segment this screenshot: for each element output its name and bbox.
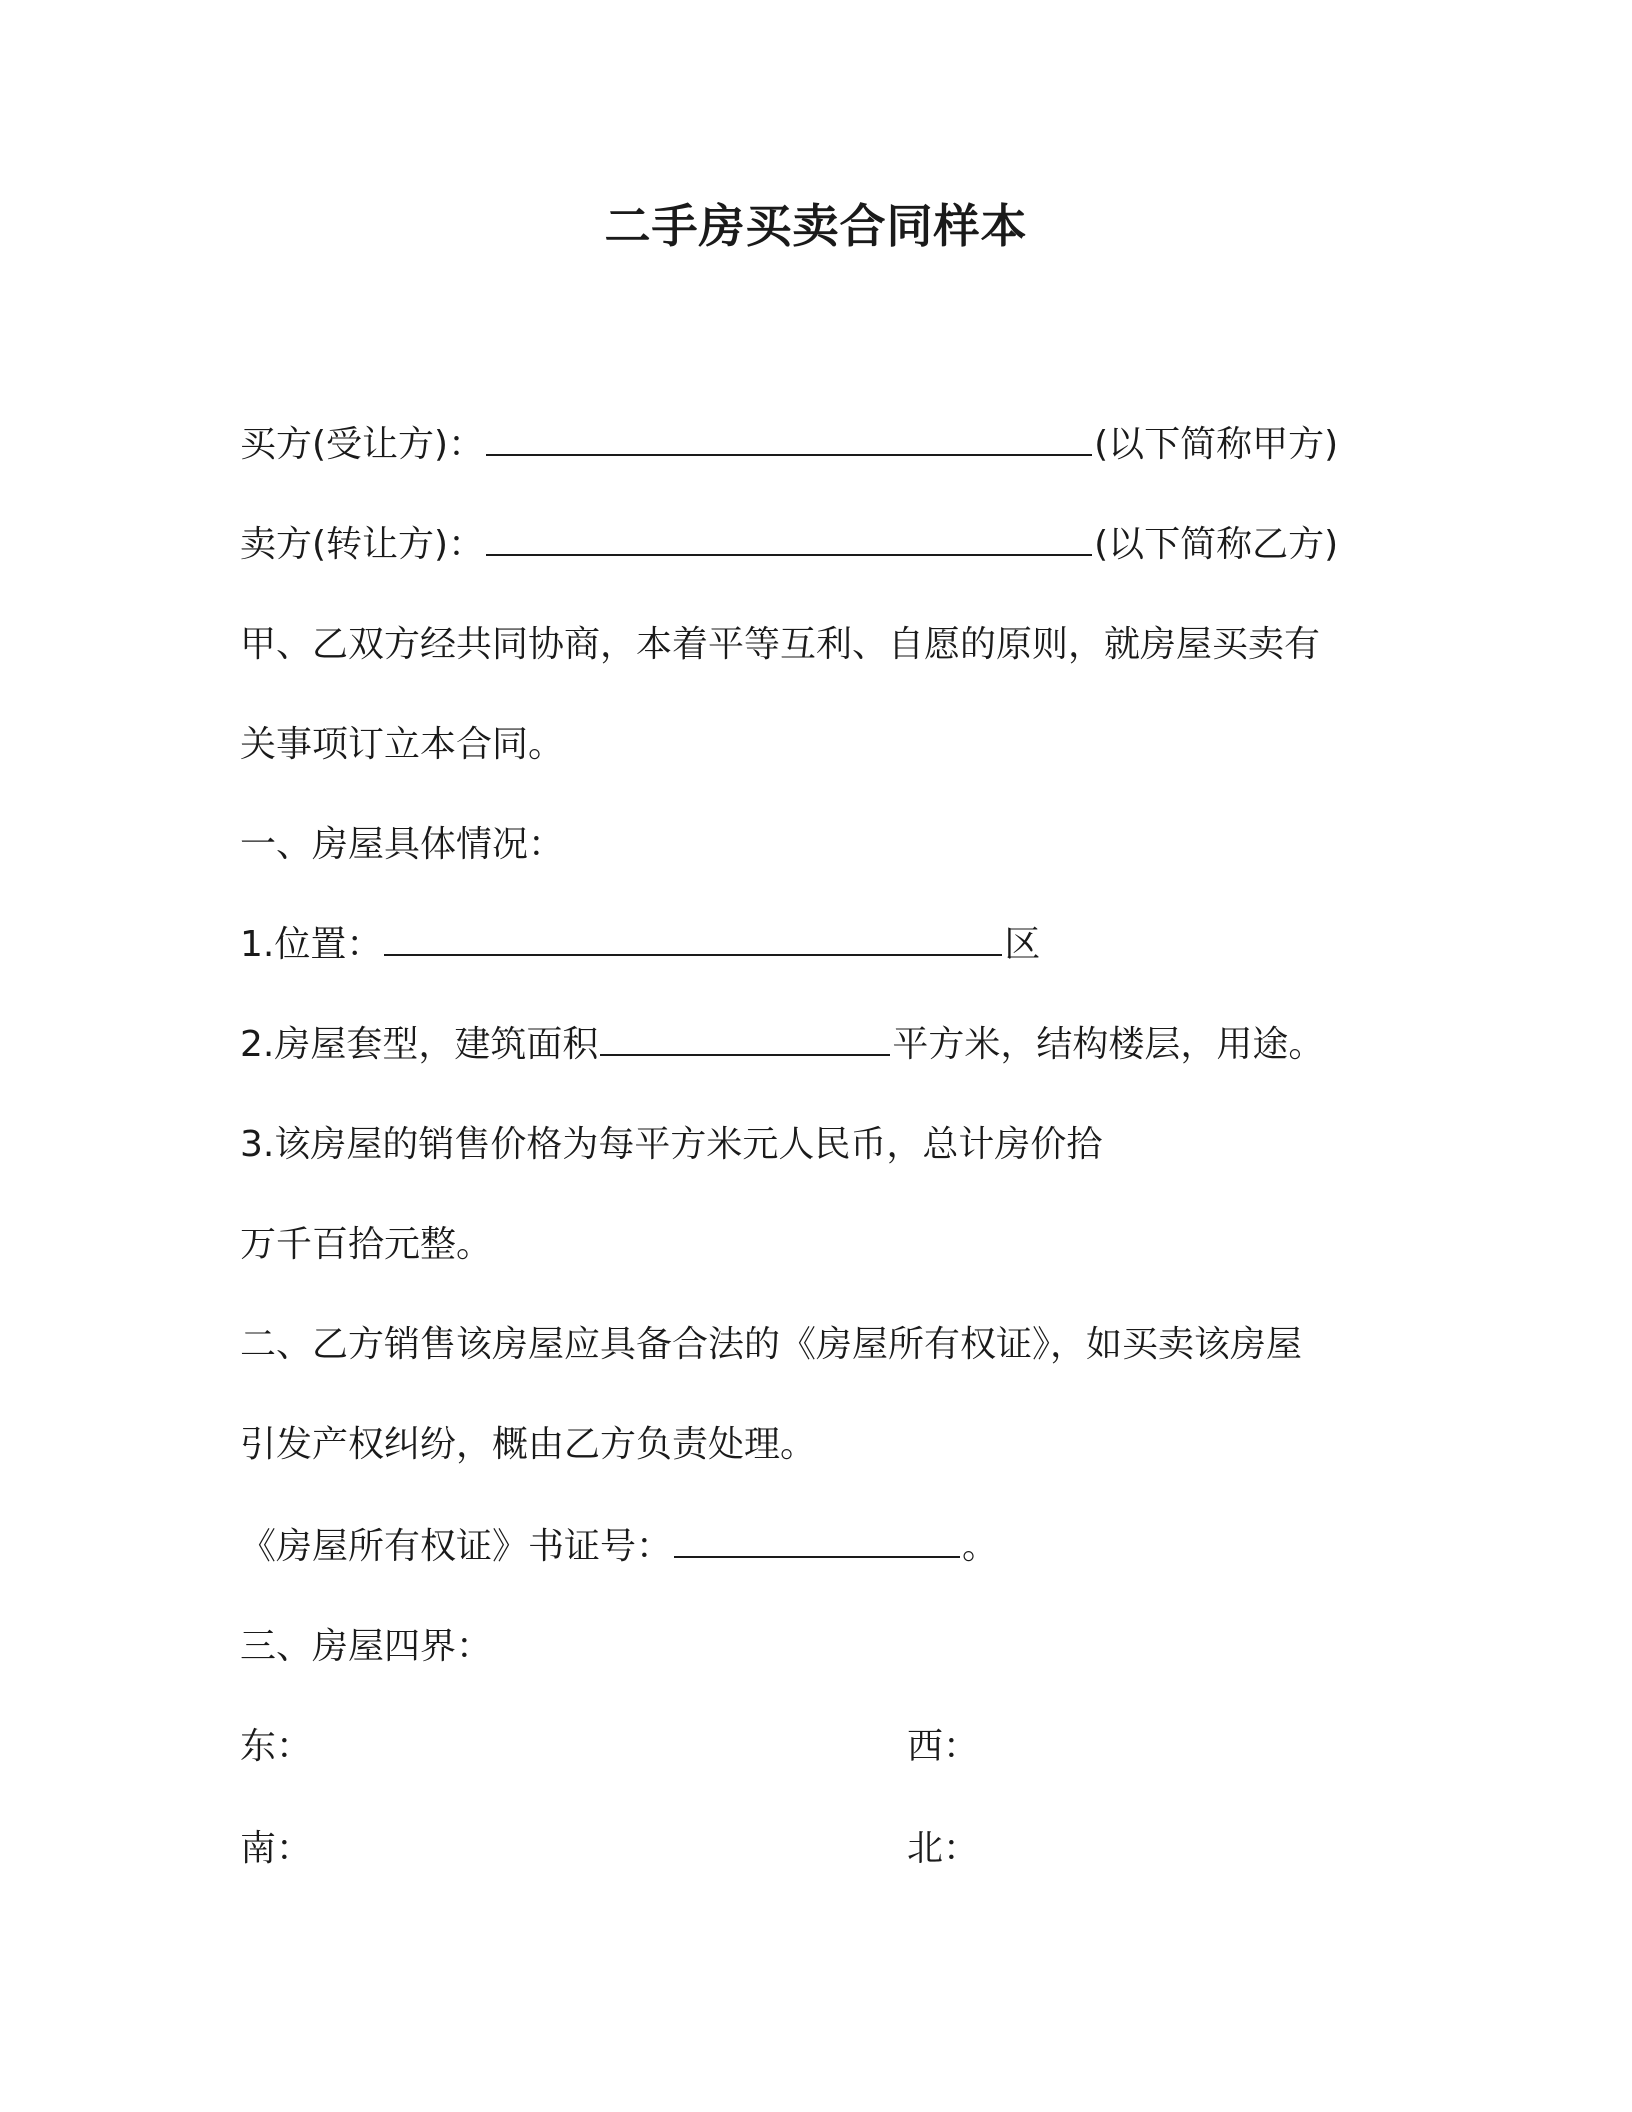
cert-label: 《房屋所有权证》书证号： bbox=[240, 1526, 673, 1567]
boundary-north: 北： bbox=[907, 1828, 980, 1869]
cert-number-blank[interactable] bbox=[674, 1522, 960, 1558]
document-title: 二手房买卖合同样本 bbox=[604, 199, 1028, 253]
section-1-heading: 一、房屋具体情况： bbox=[240, 824, 565, 865]
price-line-1: 3.该房屋的销售价格为每平方米元人民币，总计房价拾 bbox=[240, 1124, 1103, 1165]
section-3-heading: 三、房屋四界： bbox=[240, 1626, 493, 1667]
buyer-suffix: (以下简称甲方) bbox=[1094, 424, 1339, 465]
location-blank[interactable] bbox=[384, 920, 1002, 956]
buyer-label: 买方(受让方)： bbox=[240, 424, 485, 465]
section-2-line-2: 引发产权纠纷，概由乙方负责处理。 bbox=[240, 1424, 817, 1465]
buyer-name-blank[interactable] bbox=[486, 420, 1092, 456]
location-line bbox=[240, 920, 1040, 970]
section-2-line-1: 二、乙方销售该房屋应具备合法的《房屋所有权证》，如买卖该房屋 bbox=[240, 1324, 1303, 1365]
area-blank[interactable] bbox=[600, 1020, 890, 1056]
intro-line-2: 关事项订立本合同。 bbox=[240, 724, 565, 765]
location-suffix: 区 bbox=[1004, 924, 1041, 965]
seller-line bbox=[240, 520, 1338, 570]
cert-suffix: 。 bbox=[962, 1526, 999, 1567]
boundary-east: 东： bbox=[240, 1726, 313, 1767]
boundary-west: 西： bbox=[907, 1726, 980, 1767]
cert-line bbox=[240, 1522, 998, 1572]
seller-name-blank[interactable] bbox=[486, 520, 1092, 556]
price-line-2: 万千百拾元整。 bbox=[240, 1224, 493, 1265]
seller-suffix: (以下简称乙方) bbox=[1094, 524, 1339, 565]
area-suffix: 平方米，结构楼层，用途。 bbox=[892, 1024, 1325, 1065]
intro-line-1: 甲、乙双方经共同协商，本着平等互利、自愿的原则，就房屋买卖有 bbox=[240, 624, 1321, 665]
area-label: 2.房屋套型，建筑面积 bbox=[240, 1024, 599, 1065]
boundary-south: 南： bbox=[240, 1828, 313, 1869]
buyer-line bbox=[240, 420, 1338, 470]
area-line bbox=[240, 1020, 1324, 1070]
location-label: 1.位置： bbox=[240, 924, 383, 965]
seller-label: 卖方(转让方)： bbox=[240, 524, 485, 565]
